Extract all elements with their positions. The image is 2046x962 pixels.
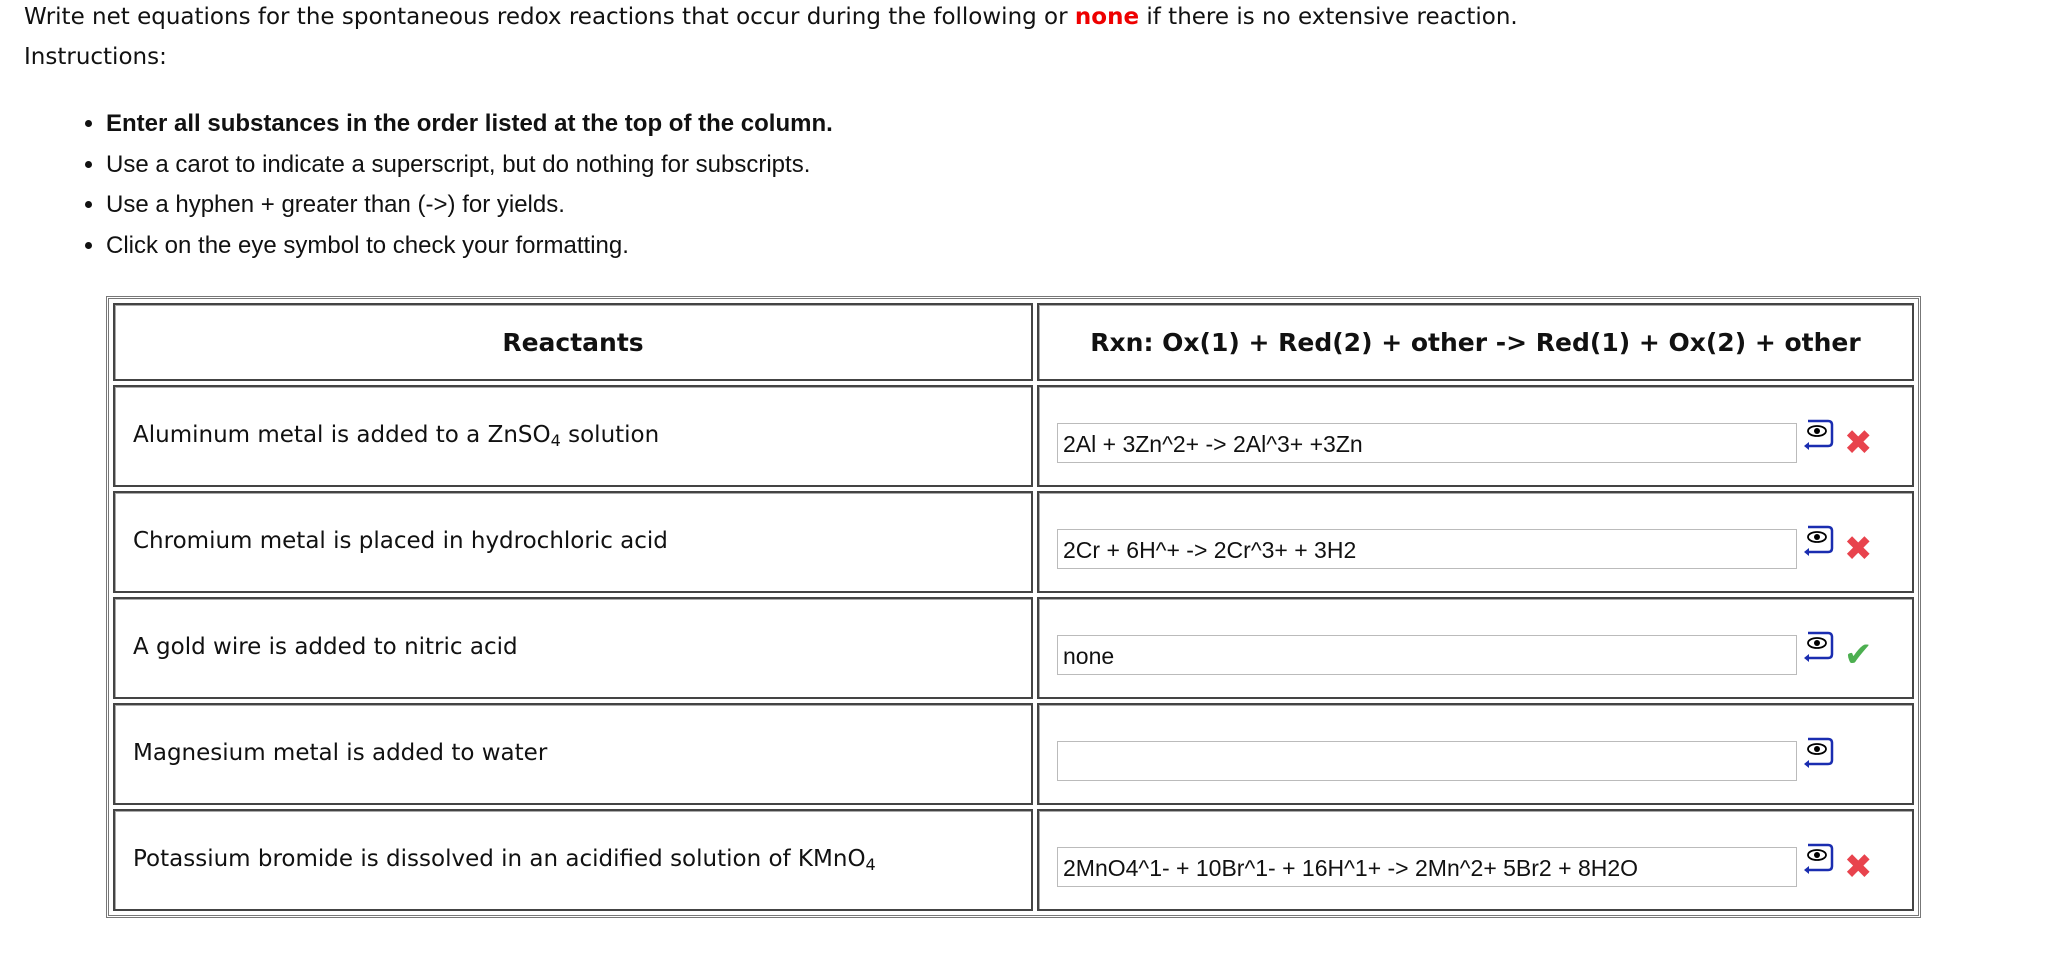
- reactant-text: Aluminum metal is added to a ZnSO: [133, 422, 551, 448]
- answer-input[interactable]: 2MnO4^1- + 10Br^1- + 16H^1+ -> 2Mn^2+ 5Br2 + 8H2O: [1057, 847, 1797, 887]
- incorrect-x-icon: ✖: [1844, 529, 1873, 569]
- prompt-text: Write net equations for the spontaneous redox reactions that occur during the following or: [24, 4, 1075, 30]
- reactant-description: [113, 703, 1033, 805]
- status-icon: [1844, 744, 1878, 778]
- table-row: [113, 809, 1914, 911]
- subscript: 4: [865, 855, 876, 874]
- eye-check-format-icon[interactable]: [1800, 736, 1834, 770]
- instruction-item: • Use a hyphen + greater than (->) for yields.: [106, 185, 833, 226]
- answer-cell: [1037, 597, 1914, 699]
- answer-input[interactable]: 2Al + 3Zn^2+ -> 2Al^3+ +3Zn: [1057, 423, 1797, 463]
- reactant-text-end: solution: [560, 422, 660, 448]
- answer-cell: [1037, 809, 1914, 911]
- answer-cell: [1037, 385, 1914, 487]
- prompt-none-keyword: none: [1074, 4, 1140, 30]
- reactant-text: A gold wire is added to nitric acid: [133, 634, 518, 660]
- reactant-description: [113, 491, 1033, 593]
- eye-check-format-icon[interactable]: [1800, 524, 1834, 558]
- reactant-description: [113, 597, 1033, 699]
- table-row: [113, 491, 1914, 593]
- reactant-text: Chromium metal is placed in hydrochloric acid: [133, 528, 668, 554]
- table-row: [113, 703, 1914, 805]
- eye-check-format-icon[interactable]: [1800, 418, 1834, 452]
- eye-check-format-icon[interactable]: [1800, 630, 1834, 664]
- header-rxn: Rxn: Ox(1) + Red(2) + other -> Red(1) + Ox(2) + other: [1037, 303, 1914, 381]
- reactant-description: [113, 385, 1033, 487]
- reactant-text: Potassium bromide is dissolved in an acidified solution of KMnO: [133, 846, 866, 872]
- reactant-text: Magnesium metal is added to water: [133, 740, 548, 766]
- reactant-description: [113, 809, 1033, 911]
- instructions-label: Instructions:: [24, 44, 167, 70]
- instructions-list: [58, 104, 833, 266]
- reaction-table: [106, 296, 1921, 918]
- prompt-text-end: if there is no extensive reaction.: [1139, 4, 1518, 30]
- answer-input[interactable]: none: [1057, 635, 1797, 675]
- answer-cell: [1037, 491, 1914, 593]
- table-row: [113, 385, 1914, 487]
- question-prompt: [24, 4, 1518, 30]
- eye-check-format-icon[interactable]: [1800, 842, 1834, 876]
- header-reactants: Reactants: [113, 303, 1033, 381]
- answer-input[interactable]: 2Cr + 6H^+ -> 2Cr^3+ + 3H2: [1057, 529, 1797, 569]
- incorrect-x-icon: ✖: [1844, 847, 1873, 887]
- table-row: [113, 597, 1914, 699]
- incorrect-x-icon: ✖: [1844, 423, 1873, 463]
- correct-check-icon: ✔: [1844, 635, 1873, 675]
- answer-cell: [1037, 703, 1914, 805]
- instruction-item: • Use a carot to indicate a superscript, but do nothing for subscripts.: [106, 145, 833, 186]
- instruction-item: • Click on the eye symbol to check your formatting.: [106, 226, 833, 267]
- answer-input[interactable]: [1057, 741, 1797, 781]
- subscript: 4: [550, 431, 561, 450]
- instruction-item: • Enter all substances in the order listed at the top of the column.: [106, 104, 833, 145]
